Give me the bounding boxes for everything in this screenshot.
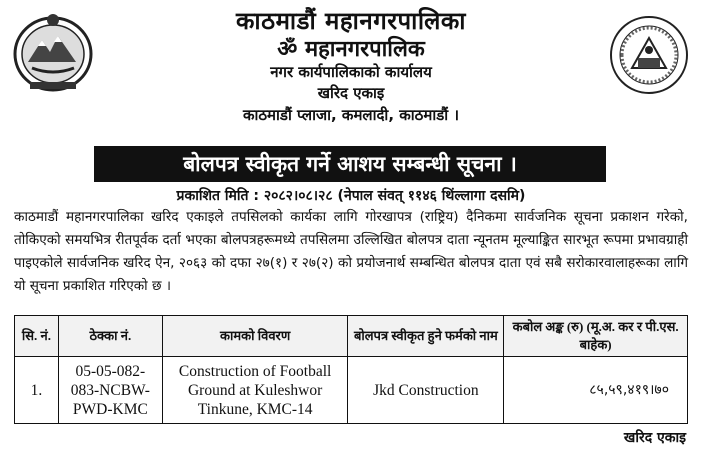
cell-amount: ८५,५९,४१९।७० <box>504 357 688 424</box>
org-script-title: ॐ महानगरपालिक <box>277 36 425 62</box>
table-header-row <box>15 316 688 357</box>
header-firm: बोलपत्र स्वीकृत हुने फर्मको नाम <box>348 316 504 357</box>
cell-sn: 1. <box>15 357 59 424</box>
nepal-emblem-logo <box>10 10 96 94</box>
unit-name: खरिद एकाइ <box>317 84 385 102</box>
published-date: प्रकाशित मिति : २०८२।०८।२८ (नेपाल संवत् ११४६ थिंल्लागा दसमि) <box>176 188 526 204</box>
org-title: काठमाडौं महानगरपालिका <box>235 7 466 35</box>
cell-contract-no: 05-05-082-083-NCBW-PWD-KMC <box>58 357 162 424</box>
header-sn: सि. नं. <box>15 316 59 357</box>
table-row <box>15 357 688 424</box>
cell-description: Construction of Football Ground at Kuleshwor Tinkune, KMC-14 <box>162 357 348 424</box>
notice-banner: बोलपत्र स्वीकृत गर्ने आशय सम्बन्धी सूचना । <box>94 146 606 182</box>
letterhead <box>100 6 602 126</box>
award-table <box>14 315 688 424</box>
cell-firm: Jkd Construction <box>348 357 504 424</box>
header-description: कामको विवरण <box>162 316 348 357</box>
header-amount: कबोल अङ्क (रु) (मू.अ. कर र पी.एस. बाहेक) <box>504 316 688 357</box>
office-address: काठमाडौं प्लाजा, कमलादी, काठमाडौं । <box>242 106 460 124</box>
header-contract-no: ठेक्का नं. <box>58 316 162 357</box>
notice-body: काठमाडौं महानगरपालिका खरिद एकाइले तपसिलको कार्यका लागि गोरखापत्र (राष्ट्रिय) दैनिकमा सार्वजनिक सूचना प्रकाशन गरेको, तोकिएको समयभित्र रीतपूर्वक दर्ता भएका बोलपत्रहरूमध्ये तपसिलमा उल्लिखित बोलपत्र दाता न्यूनतम मूल्याङ्कित सारभूत रूपमा प्रभावग्राही पाइएकोले सार्वजनिक खरिद ऐन, २०६३ को दफा २७(१) र २७(२) को प्रयोजनार्थ सम्बन्धित बोलपत्र दाता एवं सबै सरोकारवालाहरूका लागि यो सूचना प्रकाशित गरिएको छ । <box>14 209 688 294</box>
office-name: नगर कार्यपालिकाको कार्यालय <box>270 63 432 81</box>
kmc-seal-logo <box>608 14 690 96</box>
footer-signature: खरिद एकाइ <box>623 430 686 446</box>
